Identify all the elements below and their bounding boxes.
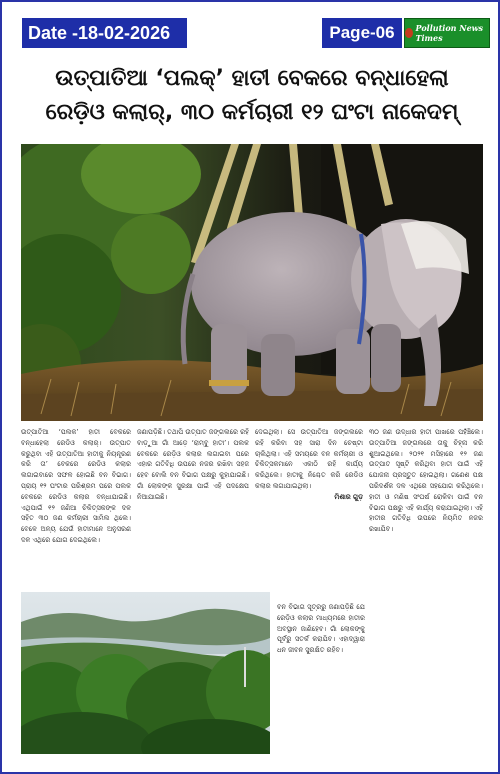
headline-line-1: ଉତ୍ପାତିଆ ‘ପଲକ୍’ ହାତୀ ବେକରେ ବନ୍ଧାହେଲା — [55, 66, 449, 91]
newspaper-logo-icon — [405, 28, 413, 38]
article-column-3 — [255, 427, 363, 597]
elephant-photo — [21, 144, 483, 421]
article-column-2 — [137, 427, 249, 587]
article-paragraph: ୩୦ ଜଣ ଉଦ୍ଧାର ହାତୀ ପାଖରେ ପହଁଞ୍ଚିଲେ। ଉତ୍ପାତିଆ ଜଙ୍ଗଲରେ ତାକୁ ଚିହ୍ନା କରି ଶୁଆଇଥିଲେ। ୨୦୨୧ ମସିହାରେ ୧୨ ଜଣ ଉତ୍ପାତ ସୃଷ୍ଟି କରିଥିବା ହାତୀ ପାଇଁ ଏହି ଯୋଜନା ପ୍ରସ୍ତୁତ ହୋଇଥିଲା। ଗଣେଶ ପକ୍ଷ ପରିଦର୍ଶକ ଦଳ ଏଥିରେ ସହଯୋଗ କରିଥିଲେ। ହାତୀ ଓ ମଣିଷ ସଂଘର୍ଷ ରୋକିବା ପାଇଁ ବନ ବିଭାଗ ପକ୍ଷରୁ ଏହି କାର୍ଯ୍ୟ କରାଯାଇଥିଲା। ଏହି ହାତୀର ଗତିବିଧି ଉପରେ ନିୟମିତ ନଜର ରଖାଯିବ। — [369, 428, 483, 534]
article-column-4 — [369, 427, 483, 757]
article-paragraph: ଜଣାପଡ଼ିଛି। ତଥାପି ଉତ୍ପାତ ଜଙ୍ଗଲରେ ରହି ବାଡ଼ୁଆ ଗାଁ ଆଡ଼େ ‘ରାମ୍ବୁ ହାତୀ’। ପଲକ ବେକରେ ରେଡ଼ିଓ କଲାର ଲଗାଇବା ପରେ ଏହାର ଗତିବିଧି ଉପରେ ନଜର ରଖିବା ସହଜ ହେବ ବୋଲି ବନ ବିଭାଗ ପକ୍ଷରୁ କୁହାଯାଇଛି। ଗାଁ ଲୋକଙ୍କ ସୁରକ୍ଷା ପାଇଁ ଏହି ପଦକ୍ଷେପ ନିଆଯାଇଛି। — [137, 428, 249, 501]
page-number-label: Page-06 — [322, 18, 402, 48]
page-header — [10, 14, 494, 48]
article-paragraph: ଦେଇଥିଲା। ସେ ଉତ୍ପାତିଆ ଜଙ୍ଗଲରେ ରହି କରିବା ସହ ସାରା ଦିନ ଚେଷ୍ଟା ଚାଲିଥିଲା। ଏହି ସମୟରେ ବନ କର୍ମଚାରୀ ଓ ଚିକିତ୍ସକମାନେ ଏକାଠି ରହି କାର୍ଯ୍ୟ କରିଥିଲେ। ହାତୀକୁ ନିଶ୍ଚେତ କରି ରେଡିଓ କଲାର ଲଗାଯାଇଥିଲା। — [255, 428, 363, 490]
logo-text: Pollution News Times — [415, 23, 484, 43]
article-paragraph: ବନ ବିଭାଗ ସୂତ୍ରରୁ ଜଣାପଡ଼ିଛି ଯେ ରେଡ଼ିଓ କଲାର ମାଧ୍ୟମରେ ହାତୀର ଅବସ୍ଥାନ ଜାଣିହେବ। ଗାଁ ଲୋକଙ୍କୁ ପୂର୍ବରୁ ସତର୍କ କରାଯିବ। ଏହାଦ୍ୱାରା ଧନ ଜୀବନ ସୁରକ୍ଷିତ ରହିବ। — [277, 603, 365, 655]
newspaper-logo — [404, 18, 490, 48]
article-column-1 — [21, 427, 131, 587]
date-label: Date -18-02-2026 — [22, 18, 187, 48]
forest-landscape-photo — [21, 592, 270, 754]
article-headline — [16, 62, 488, 130]
headline-line-2: ରେଡ଼ିଓ କଲାର୍, ୩୦ କର୍ମଚାରୀ ୧୨ ଘଂଟା ନାକେଦମ୍ — [45, 100, 459, 125]
article-column-bottom — [277, 602, 365, 752]
article-paragraph: ଉତ୍ପାତିଆ ‘ପଲକ’ ହାତୀ ବେକରେ ବନ୍ଧାହେଲା ରେଡିଓ କଲାର୍। ଉତ୍ପାତ କରୁଥିବା ଏହି ଉତ୍ପାତିଆ ହାତୀକୁ ନିୟନ୍ତ୍ରଣ କରି ତା’ ବେକରେ ରେଡିଓ କଲାର ଲଗାଇବାରେ ସଫଳ ହୋଇଛି ବନ ବିଭାଗ। ପ୍ରାୟ ୧୨ ଘଂଟାର ପରିଶ୍ରମ ପରେ ପଲକ ବେକରେ ରେଡିଓ କଲାର ବନ୍ଧାଯାଇଛି। ଏଥିପାଇଁ ୧୨ ଜଣିଆ ଚିକିତ୍ସକଙ୍କ ଦଳ ସହିତ ୩୦ ଜଣ କର୍ମଚାରୀ ସାମିଲ ଥିଲେ। ବେଳେ ଅନ୍ୟ ଯେଉଁ ହାତୀମାନେ ଅନୁସରଣ ଦଳ ଏଥିରେ ଯୋଗ ଦେଇଥିଲେ। — [21, 428, 131, 544]
byline: ମିଶାର ଗୁଡ଼ — [334, 492, 363, 501]
